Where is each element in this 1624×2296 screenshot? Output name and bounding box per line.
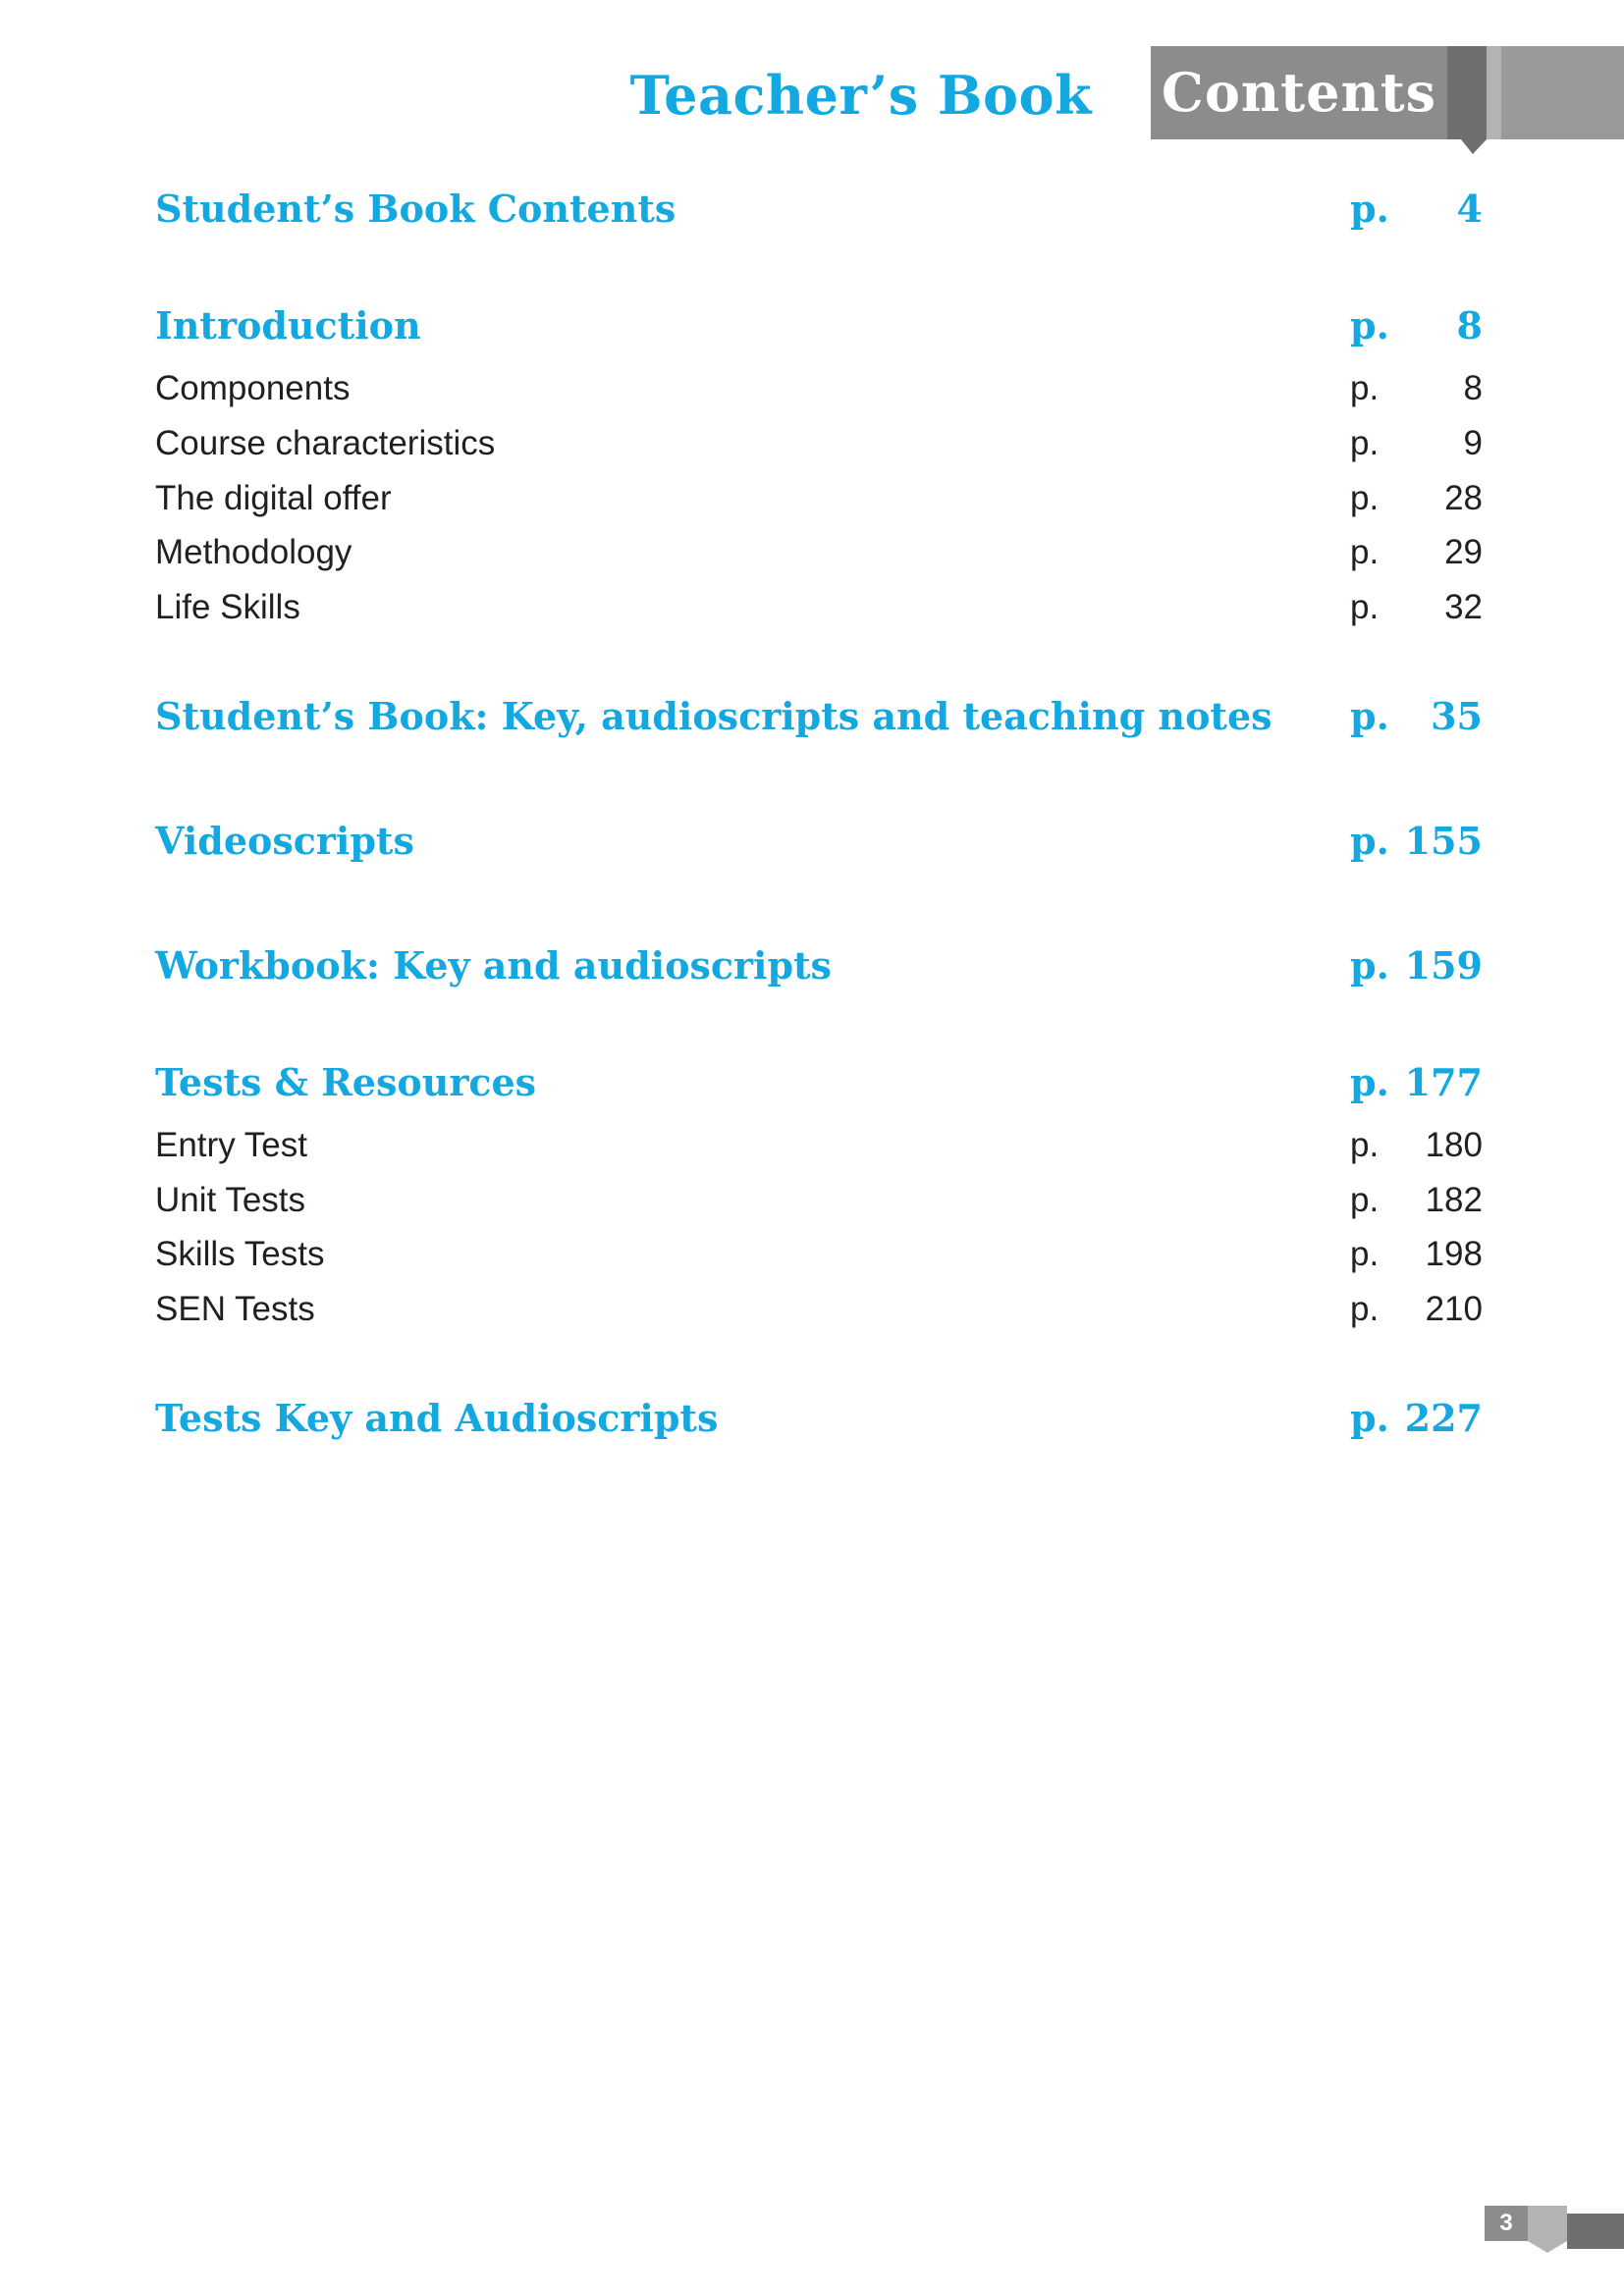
toc-page-number: 28: [1444, 479, 1483, 517]
page-number-badge: 3: [1485, 2206, 1528, 2241]
toc-entry-label: Student’s Book: Key, audioscripts and teaching notes: [155, 694, 1272, 738]
toc-subentry-digital-offer[interactable]: [155, 471, 1483, 530]
toc-subentry-label: Components: [155, 369, 351, 407]
toc-page-prefix: p.: [1350, 1060, 1389, 1104]
toc-page-prefix: p.: [1350, 479, 1380, 517]
toc-subentry-life-skills[interactable]: [155, 580, 1483, 639]
toc-subentry-methodology[interactable]: [155, 525, 1483, 584]
toc-page-number: 177: [1404, 1060, 1483, 1104]
toc-page-number: 8: [1463, 369, 1483, 407]
toc-subentry-label: SEN Tests: [155, 1290, 315, 1328]
toc-page-number: 227: [1404, 1396, 1483, 1440]
toc-subentry-label: Entry Test: [155, 1126, 307, 1164]
footer-ribbon-decoration: [1528, 2206, 1624, 2253]
toc-page-prefix: p.: [1350, 369, 1380, 407]
toc-page-number: 35: [1431, 694, 1483, 738]
toc-page-prefix: p.: [1350, 1181, 1380, 1219]
toc-subentry-unit-tests[interactable]: [155, 1173, 1483, 1232]
toc-subentry-label: The digital offer: [155, 479, 392, 517]
toc-page-number: 159: [1404, 943, 1483, 988]
toc-page-number: 32: [1444, 588, 1483, 626]
toc-page-prefix: p.: [1350, 588, 1380, 626]
toc-subentry-label: Course characteristics: [155, 424, 496, 462]
toc-page-number: 9: [1463, 424, 1483, 462]
toc-page-prefix: p.: [1350, 1126, 1380, 1164]
toc-page-prefix: p.: [1350, 819, 1389, 863]
toc-subentry-label: Methodology: [155, 533, 352, 571]
toc-subentry-entry-test[interactable]: [155, 1118, 1483, 1177]
toc-entry-label: Videoscripts: [155, 819, 414, 863]
toc-page-prefix: p.: [1350, 694, 1389, 738]
toc-page-prefix: p.: [1350, 533, 1380, 571]
toc-entry-workbook-key[interactable]: [155, 936, 1483, 995]
toc-entry-label: Student’s Book Contents: [155, 187, 677, 231]
toc-entry-label: Workbook: Key and audioscripts: [155, 943, 832, 988]
toc-subentry-components[interactable]: [155, 361, 1483, 420]
toc-page-prefix: p.: [1350, 303, 1389, 347]
toc-page-number: 182: [1425, 1181, 1483, 1219]
toc-page-number: 198: [1425, 1235, 1483, 1273]
tab-ribbon-decoration: [1447, 46, 1624, 154]
toc-entry-tests-key-audioscripts[interactable]: [155, 1389, 1483, 1448]
toc-entry-key-audioscripts-teaching-notes[interactable]: [155, 687, 1483, 746]
toc-page-number: 210: [1425, 1290, 1483, 1328]
toc-page-prefix: p.: [1350, 187, 1389, 231]
toc-page-prefix: p.: [1350, 1290, 1380, 1328]
toc-entry-label: Introduction: [155, 303, 421, 347]
toc-subentry-label: Life Skills: [155, 588, 300, 626]
toc-subentry-skills-tests[interactable]: [155, 1227, 1483, 1286]
toc-entry-label: Tests & Resources: [155, 1060, 537, 1104]
toc-page-number: 180: [1425, 1126, 1483, 1164]
toc-page-prefix: p.: [1350, 1396, 1389, 1440]
toc-page-number: 155: [1404, 819, 1483, 863]
toc-subentry-label: Skills Tests: [155, 1235, 325, 1273]
toc-page-prefix: p.: [1350, 943, 1389, 988]
toc-entry-videoscripts[interactable]: [155, 812, 1483, 871]
toc-page-number: 8: [1456, 303, 1483, 347]
toc-entry-students-book-contents[interactable]: [155, 180, 1483, 239]
toc-subentry-course-characteristics[interactable]: [155, 416, 1483, 475]
toc-entry-introduction[interactable]: [155, 296, 1483, 355]
toc-page-prefix: p.: [1350, 424, 1380, 462]
toc-entry-tests-resources[interactable]: [155, 1053, 1483, 1112]
toc-subentry-label: Unit Tests: [155, 1181, 306, 1219]
toc-page-number: 4: [1456, 187, 1483, 231]
toc-entry-label: Tests Key and Audioscripts: [155, 1396, 719, 1440]
toc-subentry-sen-tests[interactable]: [155, 1282, 1483, 1341]
toc-page-number: 29: [1444, 533, 1483, 571]
toc-page-prefix: p.: [1350, 1235, 1380, 1273]
book-title: Teacher’s Book: [629, 64, 1092, 127]
contents-tab: Contents: [1151, 46, 1447, 139]
